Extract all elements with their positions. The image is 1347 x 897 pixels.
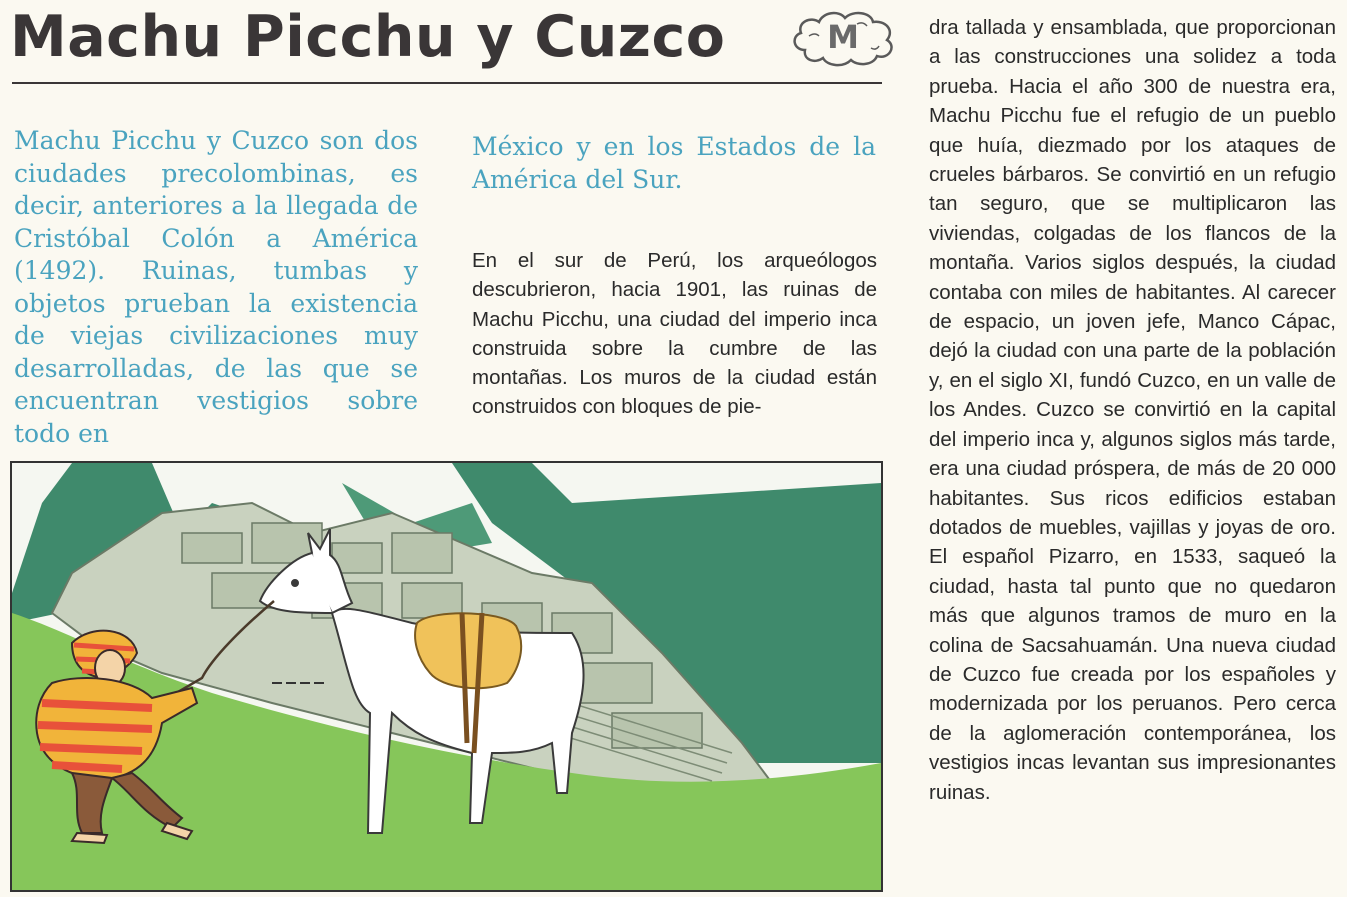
body-middle-column: En el sur de Perú, los arqueólogos descubrieron, hacia 1901, las ruinas de Machu Picchu, una ciudad del imperio inca construida sobre la cumbre de las montañas. Los muros de la ciudad están construidos con bloques de pie-	[472, 249, 877, 419]
title-rule	[12, 82, 882, 84]
intro-left-column: Machu Picchu y Cuzco son dos ciudades precolombinas, es decir, anteriores a la llegada de Cristóbal Colón a América (1492). Ruinas, tumbas y objetos prueban la existencia de viejas civilizaciones muy desarrolladas, de las que se encuentran vestigios sobre todo en	[14, 126, 418, 448]
llama-herder-illustration	[12, 463, 881, 890]
badge-letter: M	[827, 18, 859, 56]
body-right-column: dra tallada y ensamblada, que proporcionan a las construcciones una solidez a toda prueba. Hacia el año 300 de nuestra era, Machu Picchu fue el refugio de un pueblo que huía, diezmado por los ataques de crueles bárbaros. Se convirtió en un refugio tan seguro, que se multiplicaron las viviendas, colgadas de los flancos de la montaña. Varios siglos después, la ciudad contaba con miles de habitantes. Al carecer de espacio, un joven jefe, Manco Cápac, dejó la ciudad con una parte de la población y, en el siglo XI, fundó Cuzco, en un valle de los Andes. Cuzco se convirtió en la capital del imperio inca y, algunos siglos más tarde, era una ciudad próspera, de más de 20 000 habitantes. Sus ricos edificios estaban dotados de muebles, vajillas y joyas de oro. El español Pizarro, en 1533, saqueó la ciudad, hasta tal punto que no quedaron más que algunos tramos de muro en la colina de Sacsahuamán. Una nueva ciudad de Cuzco fue creada por los españoles y modernizada por los peruanos. Pero cerca de la aglomeración contemporánea, los vestigios incas levantan sus impresionantes ruinas.	[929, 16, 1336, 804]
section-badge	[787, 6, 899, 72]
illustration-frame	[10, 461, 883, 892]
page-title: Machu Picchu y Cuzco	[10, 4, 726, 70]
intro-right-column: México y en los Estados de la América del Sur.	[472, 132, 876, 194]
